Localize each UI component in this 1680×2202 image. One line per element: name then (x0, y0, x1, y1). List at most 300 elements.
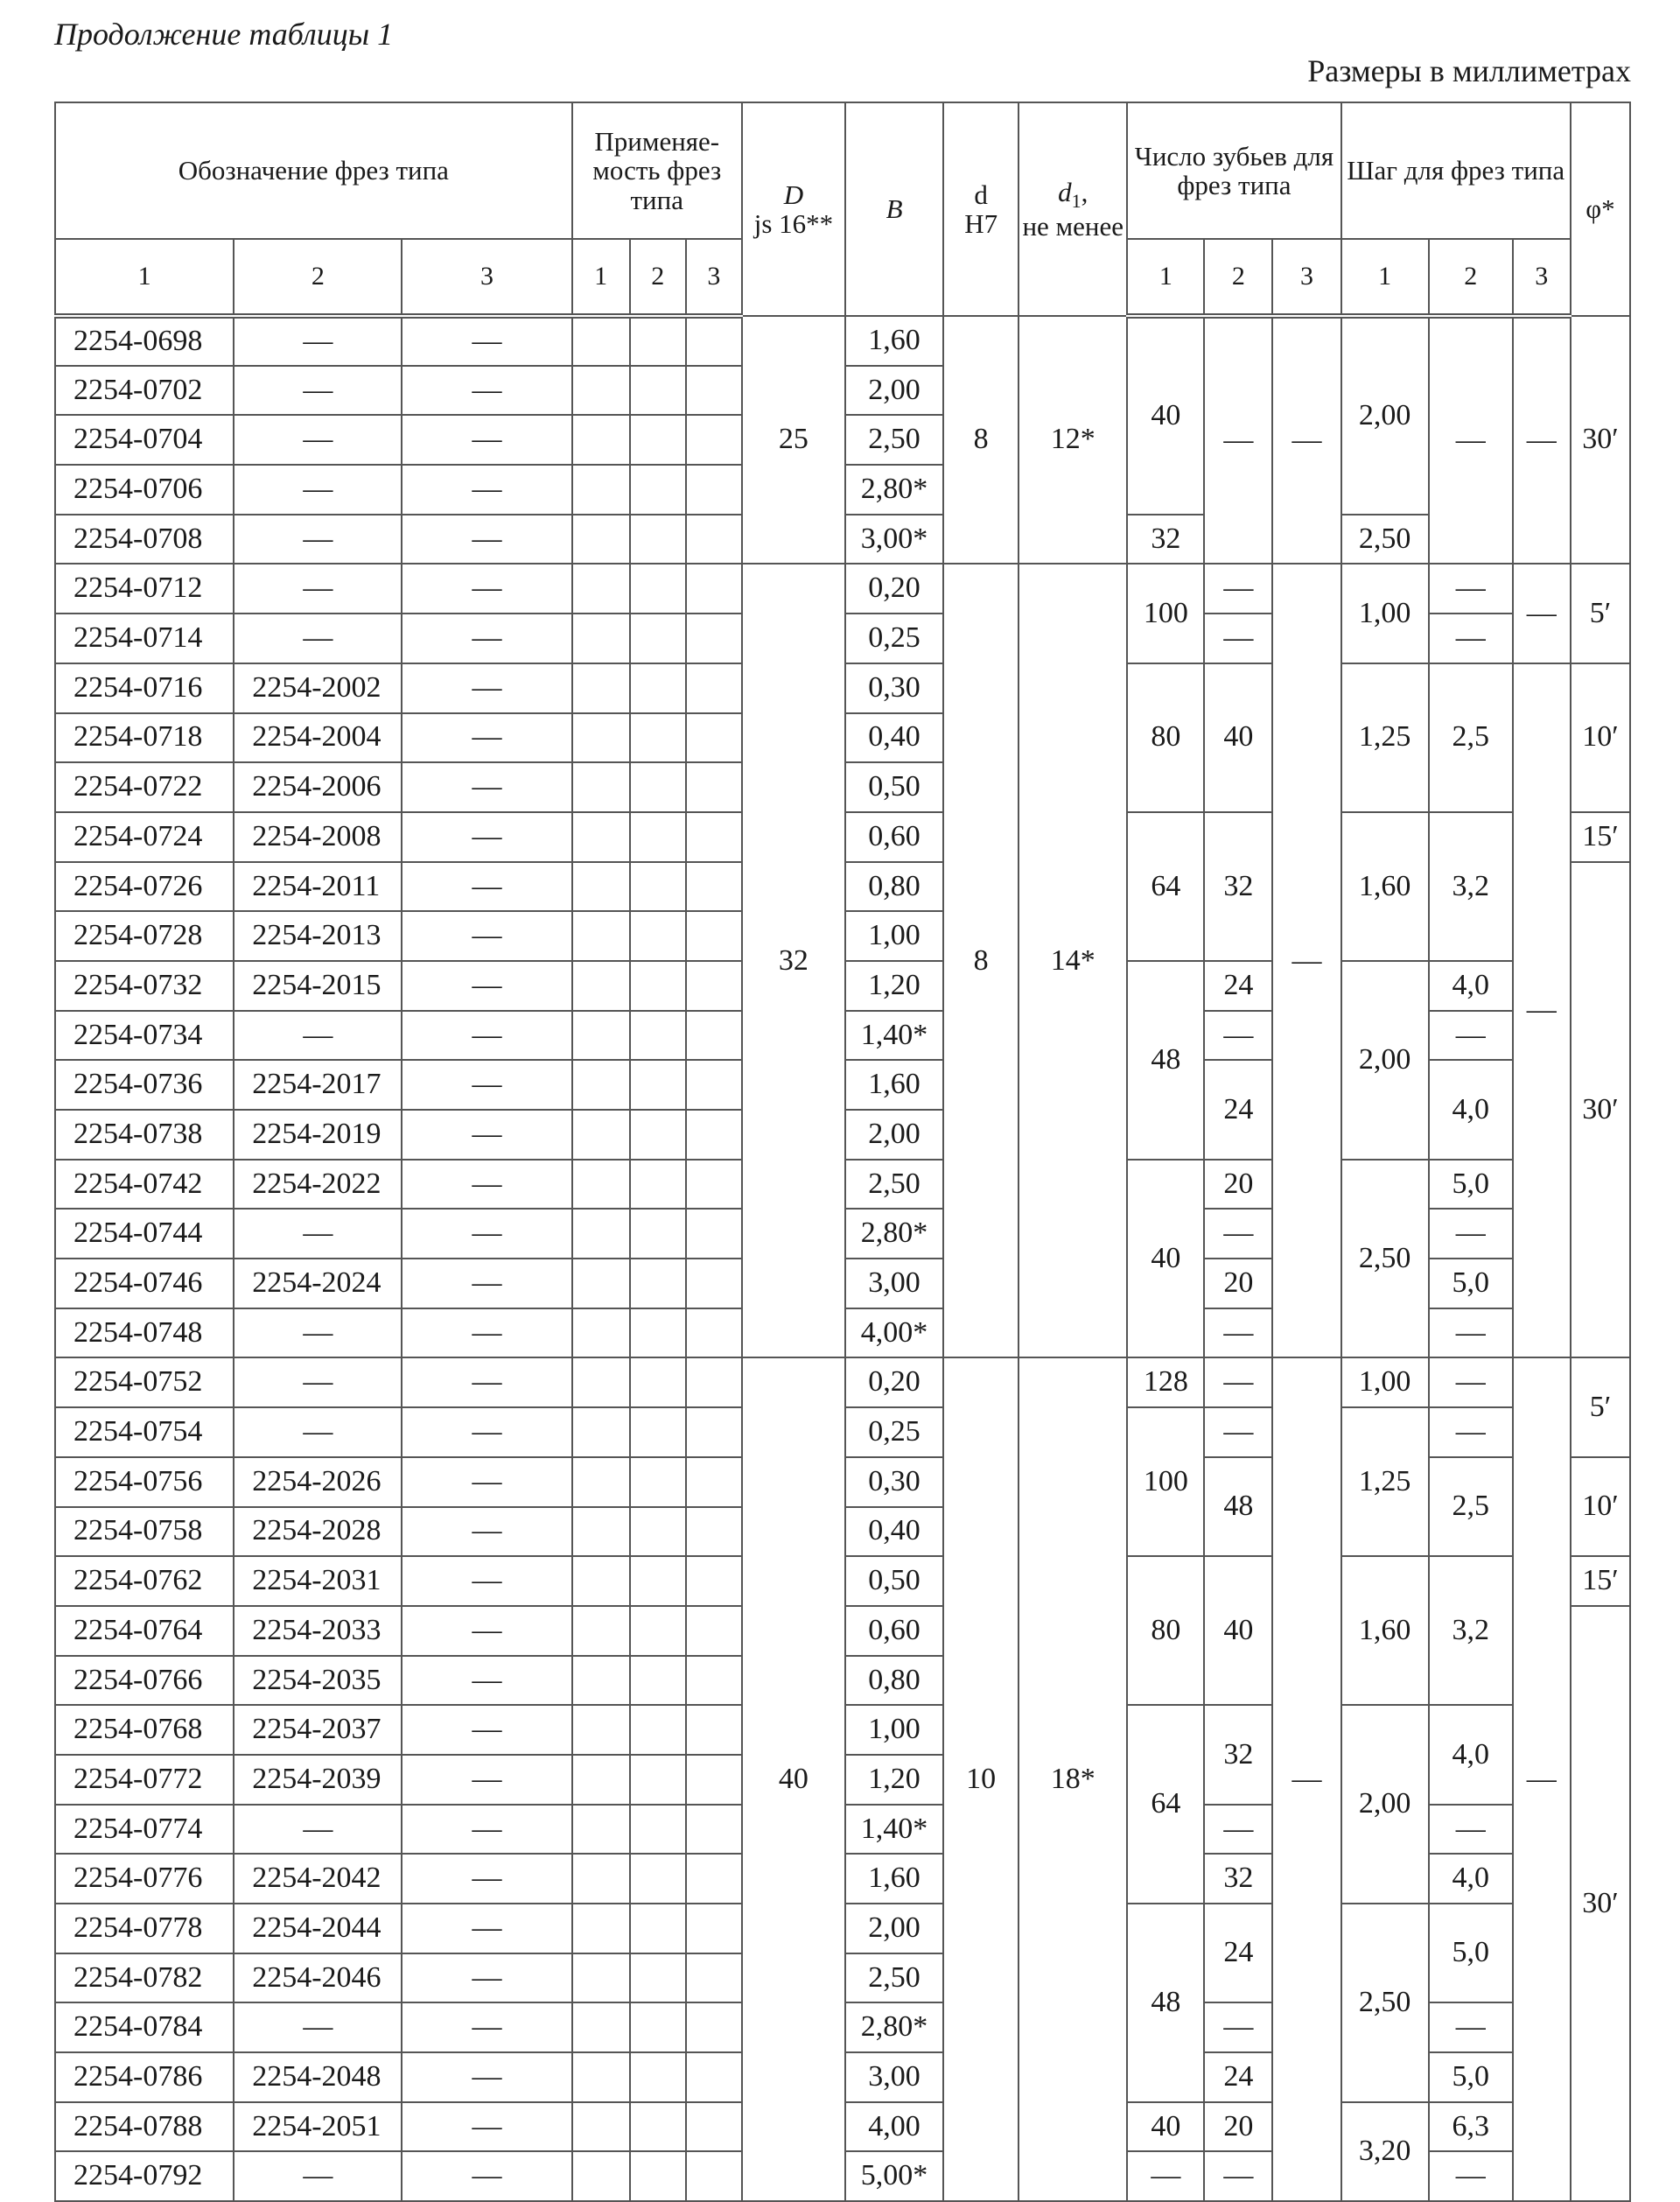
cell-designation-1: 2254-0736 (55, 1060, 234, 1110)
cell-pitch-2: — (1429, 1308, 1513, 1358)
cell-applicability-1 (572, 2151, 630, 2201)
cell-designation-2: 2254-2033 (234, 1606, 402, 1656)
cell-designation-1: 2254-0766 (55, 1656, 234, 1706)
cell-teeth-1: 48 (1127, 1904, 1204, 2102)
cell-designation-1: 2254-0776 (55, 1854, 234, 1904)
header-D-symbol: D (783, 179, 804, 210)
cell-applicability-1 (572, 2052, 630, 2102)
cell-applicability-3 (686, 911, 742, 961)
cell-B: 1,00 (845, 911, 943, 961)
cell-pitch-1: 3,20 (1341, 2102, 1429, 2201)
cell-applicability-1 (572, 1705, 630, 1755)
cell-applicability-1 (572, 911, 630, 961)
cell-designation-2: — (234, 366, 402, 416)
cell-applicability-1 (572, 862, 630, 912)
cell-designation-2: — (234, 465, 402, 515)
cell-teeth-2: 40 (1204, 663, 1272, 812)
cell-pitch-2: — (1429, 1407, 1513, 1457)
cell-B: 2,50 (845, 1160, 943, 1210)
cell-designation-1: 2254-0716 (55, 663, 234, 713)
cell-applicability-3 (686, 515, 742, 565)
cell-designation-3: — (402, 1507, 571, 1557)
cell-pitch-2: 3,2 (1429, 1556, 1513, 1705)
cell-designation-3: — (402, 415, 571, 465)
cell-phi: 10′ (1571, 663, 1630, 812)
cell-applicability-2 (630, 564, 686, 614)
cell-applicability-3 (686, 812, 742, 862)
cell-pitch-2: — (1429, 2002, 1513, 2052)
cell-B: 0,30 (845, 1457, 943, 1507)
cell-applicability-1 (572, 1011, 630, 1061)
cell-designation-2: — (234, 2002, 402, 2052)
cell-applicability-1 (572, 465, 630, 515)
cell-designation-2: — (234, 515, 402, 565)
cell-designation-3: — (402, 862, 571, 912)
cell-phi: 5′ (1571, 564, 1630, 663)
cell-B: 3,00 (845, 1259, 943, 1308)
cell-designation-2: 2254-2006 (234, 762, 402, 812)
cell-pitch-3: — (1513, 316, 1571, 564)
cell-applicability-1 (572, 316, 630, 366)
cell-D: 40 (742, 1357, 845, 2201)
cell-designation-1: 2254-0784 (55, 2002, 234, 2052)
cell-phi: 15′ (1571, 812, 1630, 862)
cell-teeth-2: 24 (1204, 961, 1272, 1011)
cell-pitch-1: 2,50 (1341, 1160, 1429, 1358)
header-pitch: Шаг для фрез типа (1341, 102, 1571, 239)
cell-designation-2: — (234, 1308, 402, 1358)
cell-designation-1: 2254-0704 (55, 415, 234, 465)
cell-designation-1: 2254-0758 (55, 1507, 234, 1557)
cell-designation-2: 2254-2051 (234, 2102, 402, 2152)
cell-applicability-2 (630, 316, 686, 366)
cell-designation-3: — (402, 1705, 571, 1755)
cell-designation-3: — (402, 663, 571, 713)
cell-pitch-3: — (1513, 1357, 1571, 2201)
cell-applicability-3 (686, 1110, 742, 1160)
cell-designation-1: 2254-0792 (55, 2151, 234, 2201)
cell-designation-2: 2254-2042 (234, 1854, 402, 1904)
cell-designation-1: 2254-0738 (55, 1110, 234, 1160)
cell-designation-1: 2254-0708 (55, 515, 234, 565)
cell-applicability-3 (686, 762, 742, 812)
sub-teeth-3: 3 (1272, 239, 1340, 316)
cell-applicability-1 (572, 1953, 630, 2003)
cell-teeth-3: — (1272, 564, 1340, 1357)
cell-applicability-2 (630, 1060, 686, 1110)
cell-pitch-1: 1,00 (1341, 564, 1429, 663)
cell-B: 0,60 (845, 1606, 943, 1656)
sub-pitch-2: 2 (1429, 239, 1513, 316)
cell-designation-3: — (402, 1457, 571, 1507)
cell-pitch-1: 1,60 (1341, 812, 1429, 961)
cell-d1: 14* (1018, 564, 1127, 1357)
cell-designation-2: — (234, 1407, 402, 1457)
cell-applicability-3 (686, 1606, 742, 1656)
cell-applicability-2 (630, 2151, 686, 2201)
header-teeth: Число зубьев для фрез типа (1127, 102, 1340, 239)
cell-B: 1,20 (845, 1755, 943, 1805)
cell-applicability-2 (630, 1209, 686, 1259)
cell-applicability-1 (572, 614, 630, 663)
cell-B: 2,80* (845, 1209, 943, 1259)
cell-designation-3: — (402, 1953, 571, 2003)
cell-applicability-2 (630, 415, 686, 465)
cell-designation-3: — (402, 961, 571, 1011)
cell-designation-2: — (234, 1209, 402, 1259)
sub-pitch-3: 3 (1513, 239, 1571, 316)
cell-teeth-2: 48 (1204, 1457, 1272, 1556)
cell-applicability-2 (630, 1556, 686, 1606)
cell-designation-1: 2254-0778 (55, 1904, 234, 1953)
cell-applicability-3 (686, 1407, 742, 1457)
cell-designation-3: — (402, 1556, 571, 1606)
cell-teeth-2: 40 (1204, 1556, 1272, 1705)
cell-applicability-1 (572, 1259, 630, 1308)
cell-applicability-2 (630, 1110, 686, 1160)
cell-teeth-1: — (1127, 2151, 1204, 2201)
cell-designation-1: 2254-0762 (55, 1556, 234, 1606)
units-note: Размеры в миллиметрах (1307, 53, 1631, 88)
cell-designation-1: 2254-0752 (55, 1357, 234, 1407)
cell-applicability-2 (630, 1854, 686, 1904)
cell-teeth-1: 80 (1127, 1556, 1204, 1705)
cell-applicability-1 (572, 762, 630, 812)
cell-teeth-2: — (1204, 1011, 1272, 1061)
cell-designation-1: 2254-0742 (55, 1160, 234, 1210)
cell-designation-2: — (234, 1011, 402, 1061)
cell-applicability-1 (572, 2002, 630, 2052)
header-d (943, 102, 1018, 316)
cell-applicability-2 (630, 2002, 686, 2052)
cell-teeth-2: 20 (1204, 1160, 1272, 1210)
cell-designation-3: — (402, 465, 571, 515)
cell-designation-2: 2254-2039 (234, 1755, 402, 1805)
cell-teeth-1: 128 (1127, 1357, 1204, 1407)
cell-applicability-3 (686, 862, 742, 912)
cell-pitch-1: 1,25 (1341, 1407, 1429, 1556)
cell-B: 0,30 (845, 663, 943, 713)
cell-pitch-2: 5,0 (1429, 1160, 1513, 1210)
cell-applicability-1 (572, 1656, 630, 1706)
cell-designation-2: 2254-2011 (234, 862, 402, 912)
cell-applicability-1 (572, 713, 630, 763)
cell-teeth-3: — (1272, 1357, 1340, 2201)
cell-designation-3: — (402, 1805, 571, 1855)
cell-applicability-1 (572, 1209, 630, 1259)
cell-applicability-1 (572, 1308, 630, 1358)
cell-applicability-1 (572, 564, 630, 614)
cell-applicability-2 (630, 1606, 686, 1656)
header-applicability: Применяе-мость фрез типа (572, 102, 742, 239)
header-d1 (1018, 102, 1127, 316)
cell-applicability-1 (572, 1556, 630, 1606)
cell-teeth-2: 24 (1204, 1904, 1272, 2002)
cell-applicability-3 (686, 1556, 742, 1606)
cell-applicability-2 (630, 1904, 686, 1953)
cell-pitch-2: 5,0 (1429, 1904, 1513, 2002)
cell-applicability-2 (630, 1259, 686, 1308)
cell-designation-3: — (402, 316, 571, 366)
cell-applicability-3 (686, 1755, 742, 1805)
sub-teeth-2: 2 (1204, 239, 1272, 316)
cell-designation-3: — (402, 1407, 571, 1457)
cell-teeth-2: — (1204, 614, 1272, 663)
cell-designation-3: — (402, 515, 571, 565)
cell-phi: 10′ (1571, 1457, 1630, 1556)
cell-pitch-1: 1,00 (1341, 1357, 1429, 1407)
cell-phi: 30′ (1571, 1606, 1630, 2201)
cell-applicability-3 (686, 2151, 742, 2201)
cell-designation-1: 2254-0756 (55, 1457, 234, 1507)
cell-teeth-2: — (1204, 1357, 1272, 1407)
cell-applicability-1 (572, 1457, 630, 1507)
cell-designation-1: 2254-0754 (55, 1407, 234, 1457)
cell-applicability-2 (630, 663, 686, 713)
header-designation: Обозначение фрез типа (55, 102, 572, 239)
cell-applicability-1 (572, 366, 630, 416)
cell-pitch-2: 4,0 (1429, 1854, 1513, 1904)
cell-applicability-3 (686, 1308, 742, 1358)
cell-designation-3: — (402, 1904, 571, 1953)
cell-designation-1: 2254-0714 (55, 614, 234, 663)
cell-designation-3: — (402, 1110, 571, 1160)
cell-designation-3: — (402, 713, 571, 763)
cell-designation-3: — (402, 1209, 571, 1259)
cell-B: 3,00* (845, 515, 943, 565)
cell-applicability-3 (686, 1160, 742, 1210)
cell-applicability-2 (630, 465, 686, 515)
cell-B: 2,80* (845, 465, 943, 515)
cell-designation-2: — (234, 415, 402, 465)
header-d1-comma: , (1081, 176, 1088, 207)
cell-designation-1: 2254-0786 (55, 2052, 234, 2102)
sub-applicability-1: 1 (572, 239, 630, 316)
cell-pitch-2: — (1429, 1209, 1513, 1259)
cell-teeth-2: — (1204, 1209, 1272, 1259)
table-body (55, 316, 1630, 2201)
cell-applicability-2 (630, 614, 686, 663)
cell-D: 32 (742, 564, 845, 1357)
cell-applicability-2 (630, 961, 686, 1011)
header-D-tolerance: js 16** (753, 208, 834, 239)
cell-d1: 18* (1018, 1357, 1127, 2201)
cell-applicability-2 (630, 1011, 686, 1061)
cell-phi: 5′ (1571, 1357, 1630, 1456)
cell-teeth-2: 20 (1204, 2102, 1272, 2152)
cell-phi: 30′ (1571, 862, 1630, 1358)
cell-applicability-1 (572, 1110, 630, 1160)
cell-designation-3: — (402, 1259, 571, 1308)
cell-designation-3: — (402, 1011, 571, 1061)
cell-designation-3: — (402, 2052, 571, 2102)
cell-applicability-1 (572, 1357, 630, 1407)
cell-designation-3: — (402, 1755, 571, 1805)
cell-applicability-3 (686, 1060, 742, 1110)
cell-designation-2: 2254-2035 (234, 1656, 402, 1706)
cell-teeth-2: — (1204, 1805, 1272, 1855)
cell-pitch-1: 2,00 (1341, 961, 1429, 1160)
cell-B: 0,20 (845, 564, 943, 614)
cell-teeth-2: 32 (1204, 1705, 1272, 1804)
cell-B: 1,40* (845, 1805, 943, 1855)
cell-designation-1: 2254-0702 (55, 366, 234, 416)
cell-teeth-1: 40 (1127, 1160, 1204, 1358)
cell-designation-2: 2254-2015 (234, 961, 402, 1011)
cell-applicability-1 (572, 1507, 630, 1557)
sub-designation-3: 3 (402, 239, 571, 316)
cell-designation-3: — (402, 2151, 571, 2201)
cell-B: 0,40 (845, 713, 943, 763)
cell-designation-1: 2254-0728 (55, 911, 234, 961)
cell-B: 0,25 (845, 614, 943, 663)
cell-teeth-2: — (1204, 564, 1272, 614)
cell-B: 1,60 (845, 1060, 943, 1110)
cell-applicability-3 (686, 2052, 742, 2102)
cell-designation-3: — (402, 614, 571, 663)
cell-applicability-3 (686, 961, 742, 1011)
cell-applicability-2 (630, 366, 686, 416)
cell-designation-1: 2254-0724 (55, 812, 234, 862)
cell-applicability-1 (572, 2102, 630, 2152)
cell-designation-1: 2254-0746 (55, 1259, 234, 1308)
cell-applicability-2 (630, 762, 686, 812)
cell-pitch-1: 2,50 (1341, 515, 1429, 565)
cell-teeth-1: 64 (1127, 1705, 1204, 1904)
cell-teeth-2: 32 (1204, 812, 1272, 961)
cell-applicability-1 (572, 663, 630, 713)
sub-designation-1: 1 (55, 239, 234, 316)
cell-designation-1: 2254-0744 (55, 1209, 234, 1259)
cell-designation-2: 2254-2004 (234, 713, 402, 763)
cell-designation-1: 2254-0768 (55, 1705, 234, 1755)
cell-applicability-1 (572, 1805, 630, 1855)
cell-B: 4,00 (845, 2102, 943, 2152)
header-d1-note: не менее (1022, 210, 1124, 242)
cell-applicability-2 (630, 911, 686, 961)
cell-teeth-1: 64 (1127, 812, 1204, 961)
cell-designation-2: 2254-2031 (234, 1556, 402, 1606)
cell-applicability-1 (572, 1755, 630, 1805)
cell-applicability-2 (630, 1805, 686, 1855)
cell-designation-2: 2254-2048 (234, 2052, 402, 2102)
cell-applicability-3 (686, 316, 742, 366)
cell-teeth-1: 40 (1127, 2102, 1204, 2152)
cell-designation-1: 2254-0732 (55, 961, 234, 1011)
cell-B: 1,60 (845, 1854, 943, 1904)
cell-pitch-2: 5,0 (1429, 2052, 1513, 2102)
cell-B: 0,80 (845, 1656, 943, 1706)
sub-applicability-3: 3 (686, 239, 742, 316)
cell-designation-3: — (402, 1357, 571, 1407)
cell-designation-3: — (402, 911, 571, 961)
cell-applicability-3 (686, 1854, 742, 1904)
cell-designation-3: — (402, 1160, 571, 1210)
cell-pitch-2: — (1429, 614, 1513, 663)
sub-pitch-1: 1 (1341, 239, 1429, 316)
header-d1-subscript: 1 (1071, 189, 1082, 212)
cell-designation-1: 2254-0764 (55, 1606, 234, 1656)
cell-designation-1: 2254-0782 (55, 1953, 234, 2003)
cell-applicability-2 (630, 1407, 686, 1457)
sub-teeth-1: 1 (1127, 239, 1204, 316)
cell-designation-1: 2254-0712 (55, 564, 234, 614)
cell-applicability-2 (630, 862, 686, 912)
cell-applicability-3 (686, 415, 742, 465)
cell-applicability-2 (630, 1953, 686, 2003)
cell-applicability-3 (686, 1805, 742, 1855)
cell-applicability-1 (572, 1060, 630, 1110)
table-row (55, 316, 1630, 366)
cell-applicability-1 (572, 1606, 630, 1656)
cell-pitch-1: 2,00 (1341, 1705, 1429, 1904)
cell-applicability-1 (572, 515, 630, 565)
cell-B: 2,50 (845, 1953, 943, 2003)
cell-applicability-3 (686, 1457, 742, 1507)
cell-pitch-2: 4,0 (1429, 1705, 1513, 1804)
cell-designation-2: 2254-2037 (234, 1705, 402, 1755)
cell-applicability-2 (630, 1308, 686, 1358)
cell-B: 0,50 (845, 762, 943, 812)
cell-designation-3: — (402, 1656, 571, 1706)
cell-pitch-1: 1,60 (1341, 1556, 1429, 1705)
cell-pitch-2: 3,2 (1429, 812, 1513, 961)
cell-designation-2: 2254-2044 (234, 1904, 402, 1953)
cell-phi: 15′ (1571, 1556, 1630, 1606)
cell-designation-2: 2254-2022 (234, 1160, 402, 1210)
cell-applicability-3 (686, 564, 742, 614)
table-row (55, 1357, 1630, 1407)
cell-applicability-3 (686, 1357, 742, 1407)
cell-B: 2,50 (845, 415, 943, 465)
cell-applicability-1 (572, 1854, 630, 1904)
cell-applicability-3 (686, 713, 742, 763)
cell-pitch-2: 6,3 (1429, 2102, 1513, 2152)
cell-d: 8 (943, 316, 1018, 564)
cell-designation-2: 2254-2026 (234, 1457, 402, 1507)
cell-applicability-3 (686, 1011, 742, 1061)
cell-B: 5,00* (845, 2151, 943, 2201)
cell-applicability-1 (572, 1904, 630, 1953)
cell-pitch-1: 2,50 (1341, 1904, 1429, 2102)
cell-designation-1: 2254-0726 (55, 862, 234, 912)
cell-applicability-2 (630, 2052, 686, 2102)
cell-applicability-3 (686, 663, 742, 713)
cell-teeth-2: — (1204, 1407, 1272, 1457)
cell-applicability-2 (630, 1705, 686, 1755)
cell-pitch-2: — (1429, 1357, 1513, 1407)
cell-designation-1: 2254-0748 (55, 1308, 234, 1358)
cell-designation-3: — (402, 2002, 571, 2052)
cell-B: 0,50 (845, 1556, 943, 1606)
cell-pitch-2: — (1429, 564, 1513, 614)
cell-designation-1: 2254-0774 (55, 1805, 234, 1855)
cell-pitch-1: 1,25 (1341, 663, 1429, 812)
header-D (742, 102, 845, 316)
cell-teeth-1: 48 (1127, 961, 1204, 1160)
cell-teeth-1: 100 (1127, 1407, 1204, 1556)
cell-teeth-1: 32 (1127, 515, 1204, 565)
cell-designation-2: 2254-2017 (234, 1060, 402, 1110)
cell-teeth-2: 20 (1204, 1259, 1272, 1308)
cell-applicability-1 (572, 1407, 630, 1457)
cell-B: 1,40* (845, 1011, 943, 1061)
cell-designation-3: — (402, 2102, 571, 2152)
header-d-symbol: d (974, 179, 988, 210)
cell-applicability-2 (630, 812, 686, 862)
cell-phi: 30′ (1571, 316, 1630, 564)
cell-designation-1: 2254-0772 (55, 1755, 234, 1805)
